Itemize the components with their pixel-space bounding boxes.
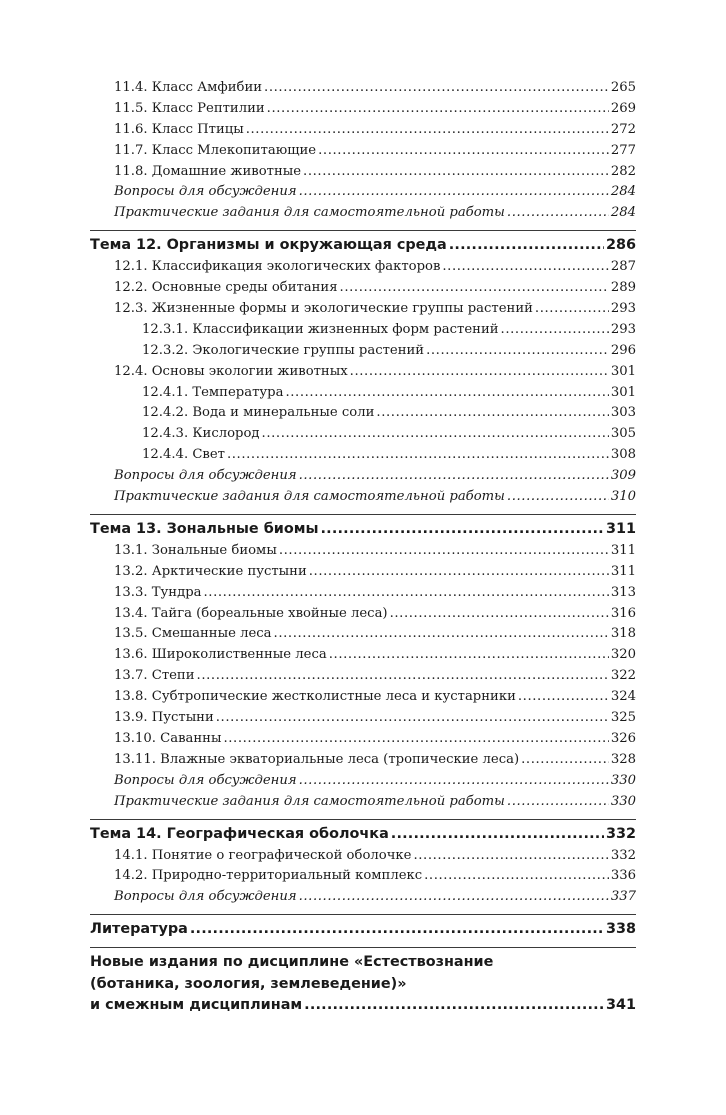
toc-entry-page: 330 — [610, 793, 636, 809]
toc-entry[interactable] — [90, 917, 636, 941]
toc-entry-title: 12.4.3. Кислород — [142, 426, 260, 442]
toc-entry-title: 12.4.1. Температура — [142, 384, 284, 400]
toc-leader-dots — [309, 562, 609, 583]
toc-themes — [90, 230, 636, 908]
toc-entry[interactable] — [90, 233, 636, 257]
toc-entry[interactable] — [90, 78, 636, 99]
toc-leader-dots — [299, 182, 609, 203]
toc-leader-dots — [350, 362, 609, 383]
toc-leader-dots — [501, 320, 609, 341]
toc-entry-page: 324 — [610, 689, 636, 705]
toc-entry-title: 12.4.4. Свет — [142, 447, 225, 463]
toc-entry[interactable] — [90, 822, 636, 846]
toc-entry-title: Практические задания для самостоятельной работы — [114, 205, 505, 221]
toc-entry-title: 13.1. Зональные биомы — [114, 542, 277, 558]
toc-leader-dots — [535, 299, 609, 320]
toc-leader-dots — [426, 341, 609, 362]
toc-entry[interactable] — [90, 687, 636, 708]
toc-leader-dots — [376, 403, 608, 424]
toc-entry[interactable] — [90, 604, 636, 625]
toc-leader-dots — [442, 257, 608, 278]
toc-entry[interactable] — [90, 320, 636, 341]
toc-entry[interactable] — [90, 487, 636, 508]
toc-entry-title-line: (ботаника, зоология, землеведение)» — [90, 975, 407, 992]
toc-entry[interactable] — [90, 624, 636, 645]
toc-entry-page: 272 — [610, 121, 636, 137]
toc-entry[interactable] — [90, 866, 636, 887]
toc-entry[interactable] — [90, 666, 636, 687]
toc-entry[interactable] — [90, 750, 636, 771]
toc-entry — [90, 995, 636, 1017]
toc-entry[interactable] — [90, 120, 636, 141]
toc-leader-dots — [507, 203, 609, 224]
toc-entry-page: 332 — [605, 825, 636, 842]
toc-entry-title: 14.2. Природно-территориальный комплекс — [114, 868, 423, 884]
toc-leader-dots — [285, 383, 608, 404]
toc-entry[interactable] — [90, 162, 636, 183]
toc-theme-section — [90, 514, 636, 813]
toc-entry-title: 13.11. Влажные экваториальные леса (тропические леса) — [114, 751, 520, 767]
toc-leader-dots — [321, 517, 604, 541]
toc-leader-dots — [390, 604, 609, 625]
toc-entry-page: 282 — [610, 163, 636, 179]
toc-entry-title: 12.3.2. Экологические группы растений — [142, 342, 425, 358]
toc-entry-page: 296 — [610, 342, 636, 358]
toc-entry-title: 13.8. Субтропические жестколистные леса и кустарники — [114, 689, 516, 705]
toc-leader-dots — [216, 708, 609, 729]
toc-entry[interactable] — [90, 562, 636, 583]
toc-entry-page: 326 — [610, 730, 636, 746]
toc-leader-dots — [329, 645, 609, 666]
toc-leader-dots — [197, 666, 609, 687]
toc-entry-page: 316 — [610, 605, 636, 621]
toc-entry-page: 311 — [610, 542, 636, 558]
toc-leader-dots — [299, 466, 609, 487]
toc-leader-dots — [267, 99, 609, 120]
toc-entry-title: 12.1. Классификация экологических факторов — [114, 259, 441, 275]
toc-entry-title: 12.4. Основы экологии животных — [114, 363, 348, 379]
toc-entry-page: 301 — [610, 384, 636, 400]
toc-entry-title: 13.9. Пустыни — [114, 710, 214, 726]
toc-entry-page: 322 — [610, 668, 636, 684]
toc-entry[interactable] — [90, 257, 636, 278]
toc-entry[interactable] — [90, 583, 636, 604]
toc-entry[interactable] — [90, 383, 636, 404]
toc-entry-page: 311 — [605, 520, 636, 537]
toc-entry[interactable] — [90, 771, 636, 792]
toc-entry-title: 13.10. Саванны — [114, 730, 222, 746]
toc-entry-page: 338 — [605, 921, 636, 938]
toc-entry[interactable] — [90, 466, 636, 487]
toc-entry-title: Тема 12. Организмы и окружающая среда — [90, 237, 447, 254]
toc-entry[interactable] — [90, 846, 636, 867]
toc-entry-page: 265 — [610, 80, 636, 95]
toc-leader-dots — [299, 887, 609, 908]
toc-entry-title: Тема 13. Зональные биомы — [90, 520, 319, 537]
toc-entry[interactable] — [90, 517, 636, 541]
toc-entry-title: Тема 14. Географическая оболочка — [90, 825, 389, 842]
toc-entry-page: 313 — [610, 584, 636, 600]
toc-leader-dots — [521, 750, 609, 771]
toc-leader-dots — [204, 583, 609, 604]
toc-entry-title: 11.8. Домашние животные — [114, 163, 302, 179]
toc-entry[interactable] — [90, 792, 636, 813]
toc-entry-title: 11.5. Класс Рептилии — [114, 100, 265, 116]
table-of-contents — [90, 78, 636, 1017]
toc-entry[interactable] — [90, 203, 636, 224]
toc-entry-page: 330 — [610, 772, 636, 788]
toc-new-editions[interactable] — [90, 947, 636, 1017]
toc-entry[interactable] — [90, 729, 636, 750]
toc-entry-page: 332 — [610, 847, 636, 863]
toc-entry-page: 286 — [605, 237, 636, 254]
toc-entry-title: Вопросы для обсуждения — [114, 184, 297, 200]
toc-leader-dots — [507, 792, 609, 813]
toc-leader-dots — [413, 846, 608, 867]
toc-entry[interactable] — [90, 541, 636, 562]
toc-entry-page: 310 — [610, 489, 636, 505]
toc-entry[interactable] — [90, 299, 636, 320]
toc-leader-dots — [190, 917, 604, 941]
toc-entry[interactable] — [90, 141, 636, 162]
toc-entry[interactable] — [90, 887, 636, 908]
toc-entry[interactable] — [90, 445, 636, 466]
toc-entry-title: Практические задания для самостоятельной работы — [114, 793, 505, 809]
toc-leader-dots — [246, 120, 609, 141]
toc-entry[interactable] — [90, 645, 636, 666]
toc-entry-page: 341 — [605, 997, 636, 1014]
toc-leader-dots — [274, 624, 609, 645]
toc-entry-title: 11.6. Класс Птицы — [114, 121, 244, 137]
toc-leader-dots — [318, 141, 609, 162]
toc-entry-page: 337 — [610, 889, 636, 905]
toc-leader-dots — [264, 78, 609, 99]
toc-leader-dots — [449, 233, 604, 257]
toc-leader-dots — [424, 866, 609, 887]
toc-entry-page: 336 — [610, 868, 636, 884]
toc-entry-page: 277 — [610, 142, 636, 158]
toc-entry[interactable] — [90, 341, 636, 362]
toc-entry-page: 301 — [610, 363, 636, 379]
toc-entry-title: 13.2. Арктические пустыни — [114, 563, 307, 579]
toc-entry-page: 269 — [610, 100, 636, 116]
toc-leader-dots — [304, 995, 604, 1017]
toc-leader-dots — [279, 541, 609, 562]
toc-theme-section — [90, 819, 636, 909]
toc-entry-title: 14.1. Понятие о географической оболочке — [114, 847, 412, 863]
toc-entry-page: 293 — [610, 301, 636, 317]
toc-entry-title: 13.4. Тайга (бореальные хвойные леса) — [114, 605, 388, 621]
toc-entry-title: 13.5. Смешанные леса — [114, 626, 272, 642]
toc-entry-title-line: Новые издания по дисциплине «Естествознание — [90, 954, 494, 971]
toc-entry-page: 318 — [610, 626, 636, 642]
toc-entry-title: и смежным дисциплинам — [90, 997, 303, 1014]
toc-entry-title: Литература — [90, 921, 188, 938]
toc-entry-page: 303 — [610, 405, 636, 421]
toc-entry-page: 284 — [610, 184, 636, 200]
toc-leader-dots — [303, 162, 609, 183]
toc-entry-page: 320 — [610, 647, 636, 663]
toc-entry-page: 311 — [610, 563, 636, 579]
toc-entry[interactable] — [90, 278, 636, 299]
toc-leader-dots — [518, 687, 609, 708]
toc-entry[interactable] — [90, 362, 636, 383]
toc-entry-title: 12.3.1. Классификации жизненных форм растений — [142, 321, 499, 337]
toc-entry[interactable] — [90, 424, 636, 445]
toc-entry-page: 309 — [610, 468, 636, 484]
toc-entry-title: 12.3. Жизненные формы и экологические группы растений — [114, 301, 533, 317]
toc-entry-title: 11.4. Класс Амфибии — [114, 80, 263, 95]
toc-entry-page: 293 — [610, 321, 636, 337]
toc-leader-dots — [340, 278, 609, 299]
toc-entry-title: Вопросы для обсуждения — [114, 772, 297, 788]
toc-entry[interactable] — [90, 99, 636, 120]
toc-entry[interactable] — [90, 708, 636, 729]
toc-entry-page: 289 — [610, 280, 636, 296]
toc-entry-title: 11.7. Класс Млекопитающие — [114, 142, 317, 158]
toc-entry-title: 13.6. Широколиственные леса — [114, 647, 327, 663]
toc-entry-page: 308 — [610, 447, 636, 463]
toc-leader-dots — [391, 822, 604, 846]
toc-entry-page: 328 — [610, 751, 636, 767]
toc-entry-page: 305 — [610, 426, 636, 442]
toc-theme-section — [90, 230, 636, 508]
toc-leader-dots — [507, 487, 609, 508]
toc-entry-page: 287 — [610, 259, 636, 275]
toc-entry-title: 13.7. Степи — [114, 668, 195, 684]
toc-entry-title: Практические задания для самостоятельной работы — [114, 489, 505, 505]
toc-leader-dots — [262, 424, 609, 445]
toc-literature — [90, 914, 636, 941]
toc-entry-title: 12.2. Основные среды обитания — [114, 280, 338, 296]
toc-entry-title: Вопросы для обсуждения — [114, 468, 297, 484]
toc-entry-title: 12.4.2. Вода и минеральные соли — [142, 405, 375, 421]
toc-entry-page: 325 — [610, 710, 636, 726]
toc-leader-dots — [299, 771, 609, 792]
toc-leader-dots — [227, 445, 609, 466]
toc-entry[interactable] — [90, 182, 636, 203]
toc-entry-title: Вопросы для обсуждения — [114, 889, 297, 905]
toc-entry-page: 284 — [610, 205, 636, 221]
toc-leader-dots — [223, 729, 608, 750]
toc-first-block — [90, 78, 636, 224]
toc-entry[interactable] — [90, 403, 636, 424]
toc-entry-title: 13.3. Тундра — [114, 584, 202, 600]
